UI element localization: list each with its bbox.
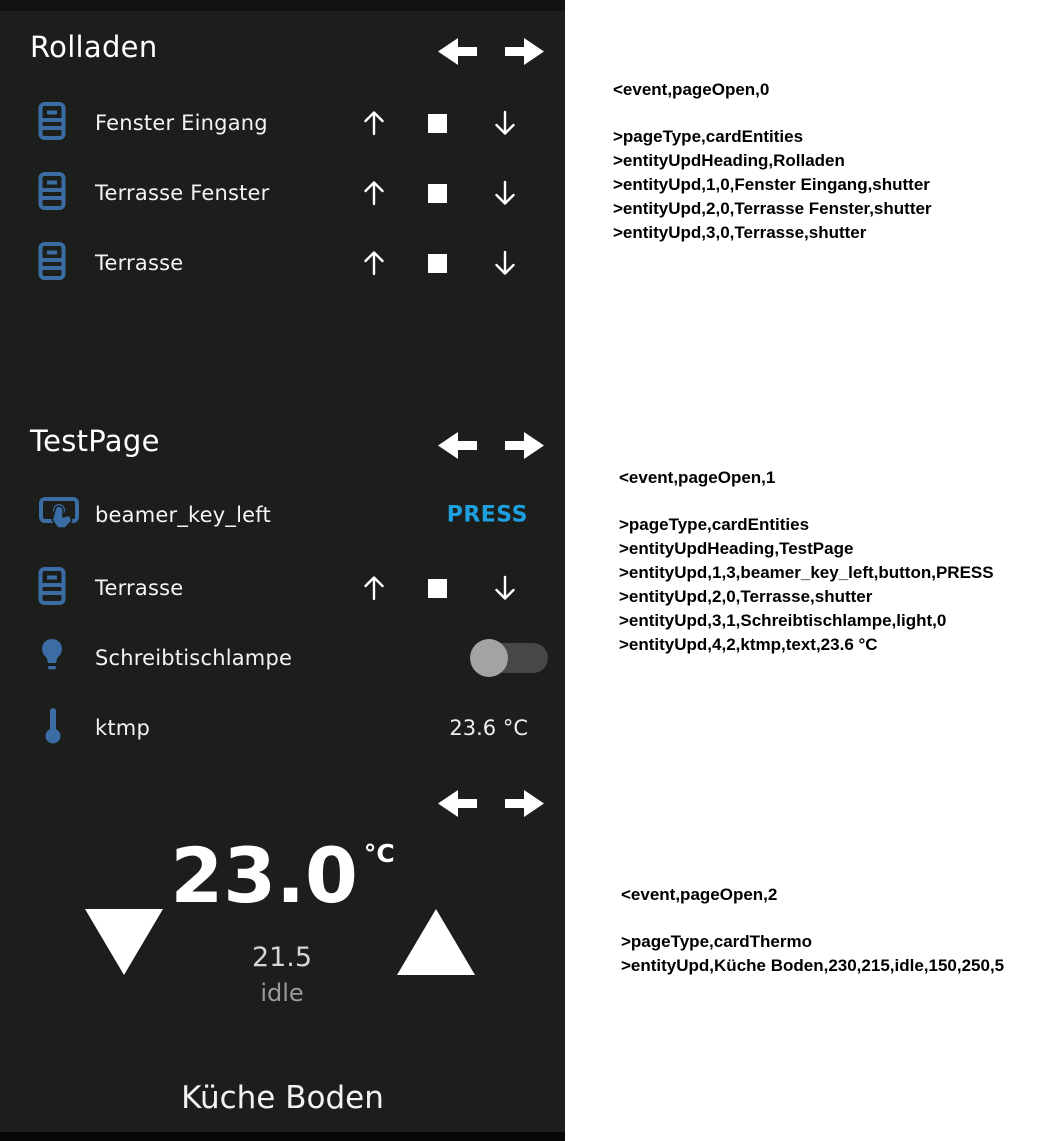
shutter-down-button[interactable] <box>485 173 525 213</box>
shutter-up-button[interactable] <box>354 568 394 608</box>
arrow-left-icon <box>438 35 477 68</box>
temp-decrease-button[interactable] <box>84 908 164 976</box>
log-line: >entityUpd,4,2,ktmp,text,23.6 °C <box>619 635 878 654</box>
log-line: >pageType,cardThermo <box>621 932 812 951</box>
entity-row-shutter <box>0 169 565 217</box>
log-line: >entityUpd,3,0,Terrasse,shutter <box>613 223 867 242</box>
log-line: <event,pageOpen,0 <box>613 80 770 99</box>
target-temperature: 21.5 <box>251 942 313 973</box>
thermostat-room-label: Küche Boden <box>181 1080 384 1116</box>
entity-label: beamer_key_left <box>95 503 271 527</box>
arrow-left-icon <box>438 429 477 462</box>
shutter-down-button[interactable] <box>485 568 525 608</box>
log-block-page1 <box>619 466 994 657</box>
log-line: >entityUpd,Küche Boden,230,215,idle,150,250,5 <box>621 956 1005 975</box>
shutter-stop-button[interactable] <box>417 243 457 283</box>
lightbulb-icon <box>38 636 66 680</box>
arrow-down-icon <box>490 573 520 603</box>
window-shutter-icon <box>38 171 66 215</box>
shutter-down-button[interactable] <box>485 103 525 143</box>
protocol-log-pane <box>565 0 1045 1141</box>
arrow-right-icon <box>505 35 544 68</box>
window-shutter-icon <box>38 241 66 285</box>
triangle-down-icon <box>84 908 164 976</box>
entity-row-shutter <box>0 564 565 612</box>
arrow-up-icon <box>359 573 389 603</box>
log-line: >entityUpd,1,0,Fenster Eingang,shutter <box>613 175 930 194</box>
shutter-stop-button[interactable] <box>417 173 457 213</box>
triangle-up-icon <box>396 908 476 976</box>
light-toggle[interactable] <box>470 639 548 677</box>
entity-label: Schreibtischlampe <box>95 646 293 670</box>
page-nav <box>438 785 544 821</box>
press-button[interactable]: PRESS <box>446 502 528 528</box>
arrow-down-icon <box>490 248 520 278</box>
log-line: >pageType,cardEntities <box>619 515 810 534</box>
arrow-right-icon <box>505 787 544 820</box>
log-line: >entityUpdHeading,TestPage <box>619 539 854 558</box>
entity-row-shutter <box>0 99 565 147</box>
sensor-value: 23.6 °C <box>449 716 528 740</box>
entity-label: Terrasse <box>95 251 184 275</box>
nav-next-button[interactable] <box>505 787 544 820</box>
arrow-up-icon <box>359 248 389 278</box>
entity-label: Terrasse Fenster <box>95 181 270 205</box>
shutter-up-button[interactable] <box>354 103 394 143</box>
log-block-page0 <box>613 78 932 245</box>
shutter-stop-button[interactable] <box>417 103 457 143</box>
card-title-testpage: TestPage <box>30 424 160 458</box>
log-line: >entityUpd,1,3,beamer_key_left,button,PRESS <box>619 563 994 582</box>
entity-label: ktmp <box>95 716 150 740</box>
window-shutter-icon <box>38 101 66 145</box>
arrow-left-icon <box>438 787 477 820</box>
log-line: >entityUpd,2,0,Terrasse Fenster,shutter <box>613 199 932 218</box>
current-temperature <box>140 831 425 920</box>
log-line: >entityUpdHeading,Rolladen <box>613 151 845 170</box>
log-line: >pageType,cardEntities <box>613 127 804 146</box>
shutter-up-button[interactable] <box>354 243 394 283</box>
nav-prev-button[interactable] <box>438 429 477 462</box>
stop-square-icon <box>428 114 447 133</box>
temperature-unit: °C <box>363 839 395 868</box>
card-title-rolladen: Rolladen <box>30 30 158 64</box>
log-line: >entityUpd,2,0,Terrasse,shutter <box>619 587 873 606</box>
entity-row-shutter <box>0 239 565 287</box>
page-nav <box>438 427 544 463</box>
panel-top-bezel <box>0 0 565 11</box>
arrow-down-icon <box>490 108 520 138</box>
entity-row-text <box>0 704 565 752</box>
window-shutter-icon <box>38 566 66 610</box>
shutter-stop-button[interactable] <box>417 568 457 608</box>
entity-row-button <box>0 491 565 539</box>
arrow-up-icon <box>359 108 389 138</box>
stop-square-icon <box>428 254 447 273</box>
gesture-tap-button-icon <box>38 493 80 537</box>
thermometer-icon <box>44 706 62 750</box>
stop-square-icon <box>428 184 447 203</box>
nav-next-button[interactable] <box>505 429 544 462</box>
arrow-up-icon <box>359 178 389 208</box>
log-line: <event,pageOpen,2 <box>621 885 778 904</box>
shutter-up-button[interactable] <box>354 173 394 213</box>
log-line: <event,pageOpen,1 <box>619 468 776 487</box>
nav-next-button[interactable] <box>505 35 544 68</box>
nav-prev-button[interactable] <box>438 787 477 820</box>
stop-square-icon <box>428 579 447 598</box>
page-nav <box>438 33 544 69</box>
entity-row-light <box>0 634 565 682</box>
nav-prev-button[interactable] <box>438 35 477 68</box>
arrow-right-icon <box>505 429 544 462</box>
toggle-knob <box>470 639 508 677</box>
entity-label: Fenster Eingang <box>95 111 268 135</box>
entity-label: Terrasse <box>95 576 184 600</box>
log-block-page2 <box>621 883 1004 978</box>
log-line: >entityUpd,3,1,Schreibtischlampe,light,0 <box>619 611 947 630</box>
arrow-down-icon <box>490 178 520 208</box>
hvac-state: idle <box>260 979 304 1007</box>
temp-increase-button[interactable] <box>396 908 476 976</box>
shutter-down-button[interactable] <box>485 243 525 283</box>
panel-bottom-bezel <box>0 1132 565 1141</box>
current-temperature-value: 23.0 <box>170 831 358 920</box>
